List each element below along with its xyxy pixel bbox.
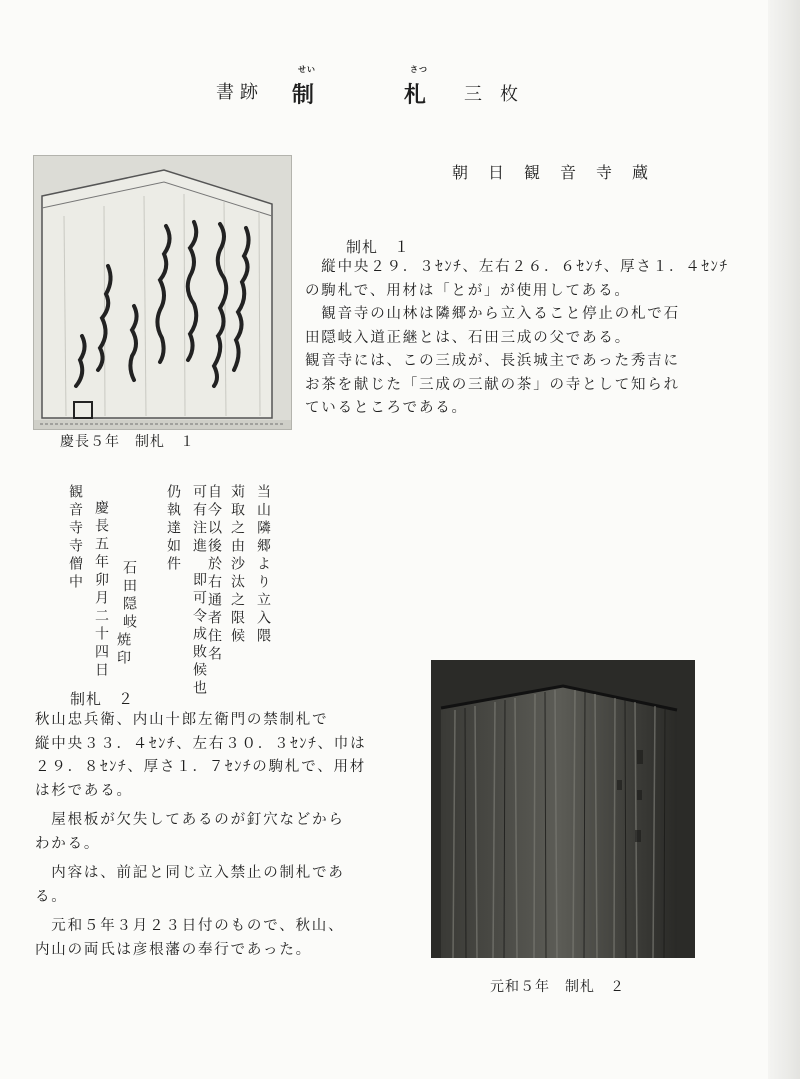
- seisatsu-2-photo: [431, 660, 695, 958]
- section2-line: は杉である。: [35, 782, 133, 799]
- section2-line: 元和５年３月２３日付のもので、秋山、: [35, 918, 345, 934]
- scan-edge: [768, 0, 800, 1079]
- inscription-col: 苅取之由沙汰之限候: [229, 484, 245, 646]
- seisatsu-1-caption: 慶長５年 制札 １: [60, 434, 195, 450]
- inscription-col: 即可令成敗候也: [191, 572, 207, 698]
- section1-line: 観音寺の山林は隣郷から立入ること停止の札で石: [305, 306, 680, 322]
- inscription-col: 仍執達如件: [165, 484, 181, 574]
- section2-line: 縦中央３３．４ｾﾝﾁ、左右３０．３ｾﾝﾁ、巾は: [35, 735, 367, 752]
- section1-line: の駒札で、用材は「とが」が使用してある。: [305, 282, 631, 299]
- section1-line: 観音寺には、この三成が、長浜城主であった秀吉に: [305, 353, 680, 369]
- section1-body: [305, 256, 729, 421]
- section2-line: 内山の両氏は彦根藩の奉行であった。: [35, 941, 312, 958]
- inscription-col: 当山隣郷より立入隈: [255, 484, 271, 646]
- owner-line: 朝日観音寺蔵: [452, 163, 669, 182]
- inscription-col: 焼印: [115, 632, 131, 668]
- section2-body: [35, 709, 366, 962]
- section1-heading: 制札 １: [346, 238, 411, 256]
- inscription-col: 石田隠岐: [121, 560, 137, 632]
- section2-line: ２９．８ｾﾝﾁ、厚さ１．７ｾﾝﾁの駒札で、用材: [35, 759, 367, 775]
- section1-line: お茶を献じた「三成の三献の茶」の寺として知られ: [305, 376, 680, 393]
- section2-line: 内容は、前記と同じ立入禁止の制札であ: [35, 865, 345, 881]
- section1-line: 田隠岐入道正継とは、石田三成の父である。: [305, 329, 631, 346]
- section1-line: 縦中央２９．３ｾﾝﾁ、左右２６．６ｾﾝﾁ、厚さ１．４ｾﾝﾁ: [305, 259, 729, 275]
- seisatsu-1-photo: [33, 155, 292, 430]
- inscription-col: 観音寺寺僧中: [67, 484, 83, 592]
- section2-line: 屋根板が欠失してあるのが釘穴などから: [35, 812, 345, 828]
- section2-line: る。: [35, 888, 68, 905]
- title-suffix: 三枚: [464, 84, 536, 105]
- inscription-col: 慶長五年卯月二十四日: [93, 500, 109, 680]
- seisatsu-2-caption: 元和５年 制札 ２: [490, 979, 625, 995]
- inscription-col: 可有注進: [191, 484, 207, 556]
- section2-heading: 制札 ２: [70, 690, 135, 708]
- title-ruby-sei: せい: [298, 64, 316, 74]
- section1-line: ているところである。: [305, 400, 468, 416]
- title-ruby-satsu: さつ: [410, 64, 428, 74]
- section2-line: わかる。: [35, 835, 101, 852]
- title-prefix: 書跡: [216, 82, 264, 103]
- inscription-col: 自今以後於右通者住名: [206, 484, 222, 664]
- section2-line: 秋山忠兵衛、内山十郎左衛門の禁制札で: [35, 712, 329, 728]
